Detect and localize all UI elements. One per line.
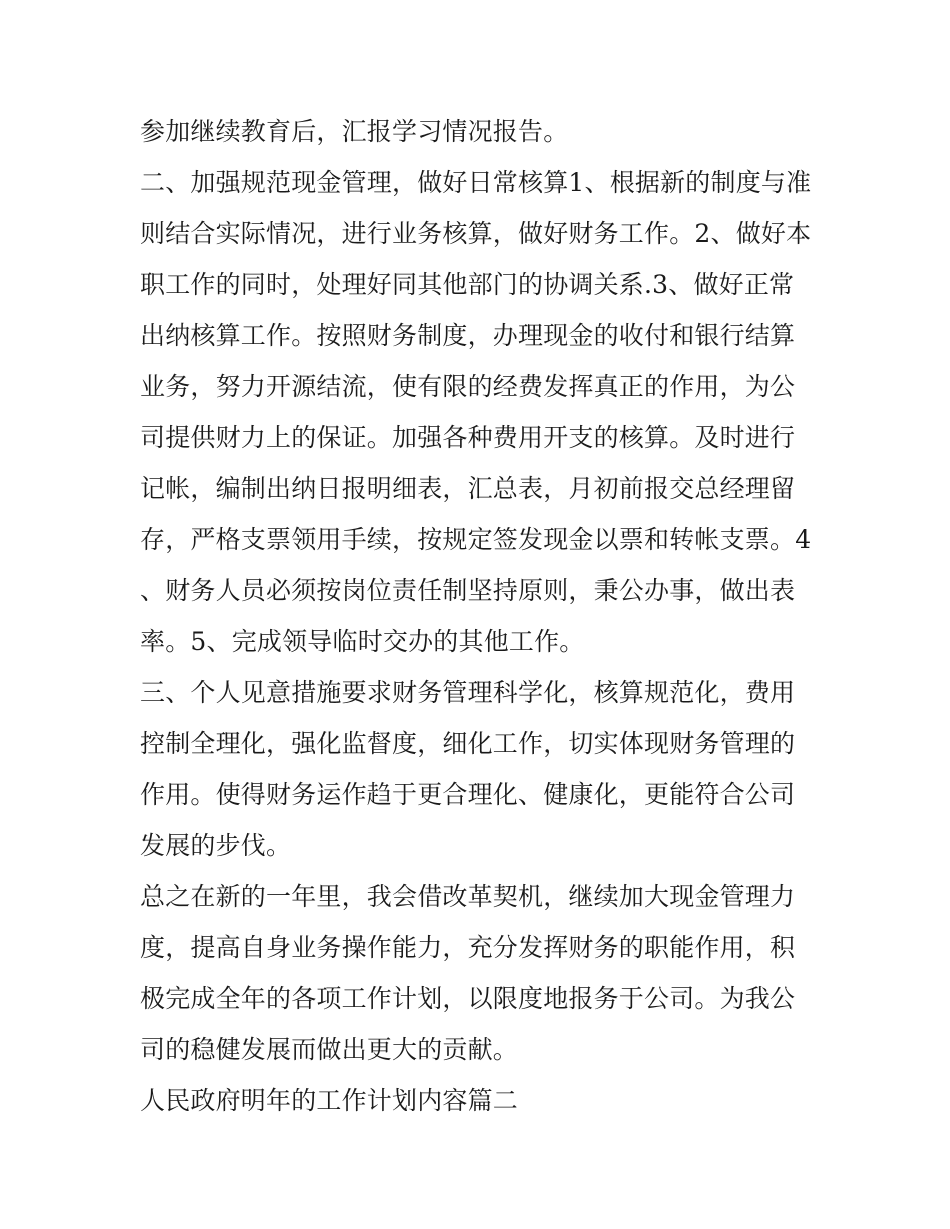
paragraph-section-two: 二、加强规范现金管理，做好日常核算1、根据新的制度与准则结合实际情况，进行业务核算，做好财务工作。2、做好本职工作的同时，处理好同其他部门的协调关系.3、做好正常出纳核算工作。按照财务制度，办理现金的收付和银行结算业务，努力开源结流，使有限的经费发挥真正的作用，为公司提供财力上的保证。加强各种费用开支的核算。及时进行记帐，编制出纳日报明细表，汇总表，月初前报交总经理留存，严格支票领用手续，按规定签发现金以票和转帐支票。4、财务人员必须按岗位责任制坚持原则，秉公办事，做出表率。5、完成领导临时交办的其他工作。	[140, 168, 812, 656]
paragraph-section-three: 三、个人见意措施要求财务管理科学化，核算规范化，费用控制全理化，强化监督度，细化工作，切实体现财务管理的作用。使得财务运作趋于更合理化、健康化，更能符合公司发展的步伐。	[140, 678, 796, 860]
paragraph-continuation: 参加继续教育后，汇报学习情况报告。	[140, 117, 569, 146]
document-body	[140, 106, 812, 1126]
paragraph-conclusion: 总之在新的一年里，我会借改革契机，继续加大现金管理力度，提高自身业务操作能力，充分发挥财务的职能作用，积极完成全年的各项工作计划，以限度地报务于公司。为我公司的稳健发展而做出更大的贡献。	[140, 882, 796, 1064]
heading-next-article: 人民政府明年的工作计划内容篇二	[140, 1086, 519, 1115]
